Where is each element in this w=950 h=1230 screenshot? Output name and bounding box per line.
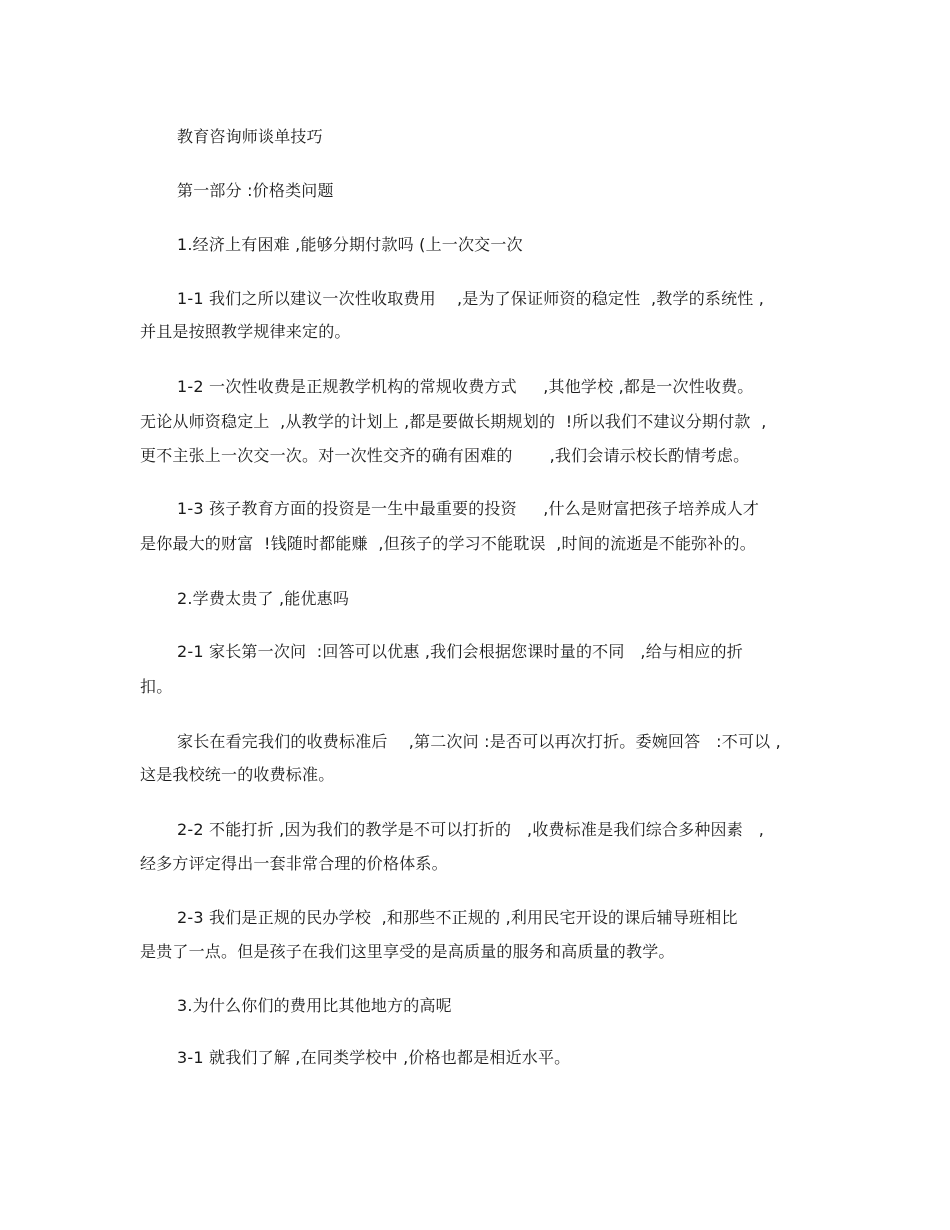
answer-1-2-line-1: 1-2 一次性收费是正规教学机构的常规收费方式 ,其他学校 ,都是一次性收费。 xyxy=(177,377,754,396)
answer-2-1b-line-1: 家长在看完我们的收费标准后 ,第二次问 :是否可以再次打折。委婉回答 :不可以 , xyxy=(177,732,781,751)
section-heading: 第一部分 :价格类问题 xyxy=(177,181,334,200)
question-1: 1.经济上有困难 ,能够分期付款吗 (上一次交一次 xyxy=(177,235,523,254)
question-2: 2.学费太贵了 ,能优惠吗 xyxy=(177,589,350,608)
answer-1-1-line-2: 并且是按照教学规律来定的。 xyxy=(140,322,351,341)
question-3: 3.为什么你们的费用比其他地方的高呢 xyxy=(177,996,452,1015)
answer-1-2-line-3: 更不主张上一次交一次。对一次性交齐的确有困难的 ,我们会请示校长酌情考虑。 xyxy=(140,446,750,465)
answer-1-3-line-1: 1-3 孩子教育方面的投资是一生中最重要的投资 ,什么是财富把孩子培养成人才 xyxy=(177,499,760,518)
answer-2-1b-line-2: 这是我校统一的收费标准。 xyxy=(140,765,335,784)
document-title: 教育咨询师谈单技巧 xyxy=(177,127,323,146)
answer-3-1: 3-1 就我们了解 ,在同类学校中 ,价格也都是相近水平。 xyxy=(177,1048,571,1067)
answer-1-3-line-2: 是你最大的财富 !钱随时都能赚 ,但孩子的学习不能耽误 ,时间的流逝是不能弥补的。 xyxy=(140,534,756,553)
answer-2-3-line-2: 是贵了一点。但是孩子在我们这里享受的是高质量的服务和高质量的教学。 xyxy=(140,942,675,961)
answer-2-3-line-1: 2-3 我们是正规的民办学校 ,和那些不正规的 ,利用民宅开设的课后辅导班相比 xyxy=(177,908,738,927)
answer-1-1-line-1: 1-1 我们之所以建议一次性收取费用 ,是为了保证师资的稳定性 ,教学的系统性 , xyxy=(177,289,765,308)
answer-1-2-line-2: 无论从师资稳定上 ,从教学的计划上 ,都是要做长期规划的 !所以我们不建议分期付款 , xyxy=(140,412,767,431)
answer-2-2-line-2: 经多方评定得出一套非常合理的价格体系。 xyxy=(140,854,448,873)
answer-2-1-line-1: 2-1 家长第一次问 :回答可以优惠 ,我们会根据您课时量的不同 ,给与相应的折 xyxy=(177,642,743,661)
answer-2-2-line-1: 2-2 不能打折 ,因为我们的教学是不可以打折的 ,收费标准是我们综合多种因素 , xyxy=(177,820,765,839)
answer-2-1-line-2: 扣。 xyxy=(140,677,173,696)
